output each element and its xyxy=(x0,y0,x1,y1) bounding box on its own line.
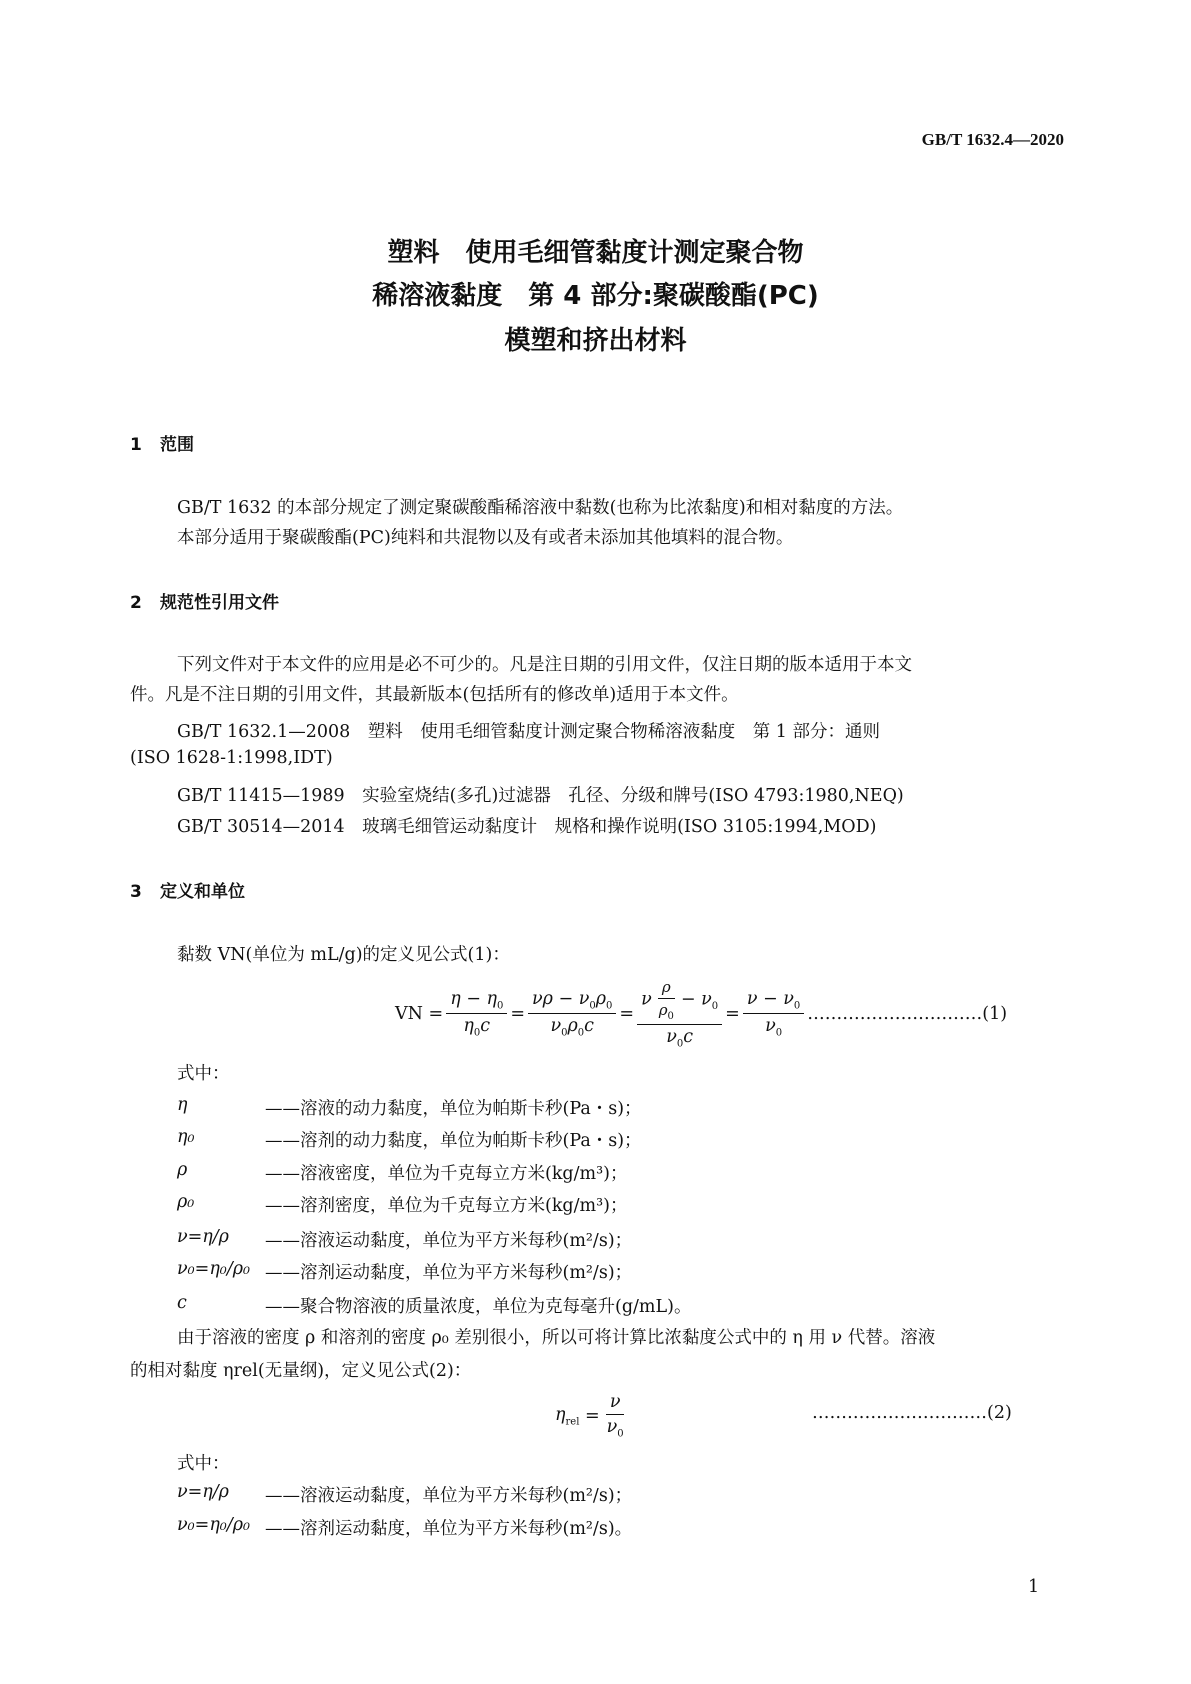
reference-item-cont: (ISO 1628-1:1998,IDT) xyxy=(130,748,333,768)
title-line-3: 模塑和挤出材料 xyxy=(504,326,687,356)
symbol-definition: ——溶液运动黏度，单位为平方米每秒(m²/s)； xyxy=(265,1231,633,1251)
title-line-2: 稀溶液黏度 第 4 部分:聚碳酸酯(PC) xyxy=(372,281,819,311)
section-heading-1: 1 范围 xyxy=(130,435,194,455)
where-label: 式中： xyxy=(177,1454,230,1474)
paragraph: 由于溶液的密度 ρ 和溶剂的密度 ρ₀ 差别很小，所以可将计算比浓黏度公式中的 η 用 ν 代替。溶液 xyxy=(177,1328,936,1348)
paragraph: 黏数 VN(单位为 mL/g)的定义见公式(1)： xyxy=(177,945,510,965)
page-number: 1 xyxy=(1028,1577,1040,1597)
paragraph: 本部分适用于聚碳酸酯(PC)纯料和共混物以及有或者未添加其他填料的混合物。 xyxy=(177,528,794,548)
symbol: ν=η/ρ xyxy=(177,1482,229,1502)
symbol-definition: ——溶剂的动力黏度，单位为帕斯卡秒(Pa・s)； xyxy=(265,1131,642,1151)
symbol-definition: ——溶剂运动黏度，单位为平方米每秒(m²/s)。 xyxy=(265,1519,633,1539)
symbol: ρ₀ xyxy=(177,1192,195,1212)
reference-item: GB/T 30514—2014 玻璃毛细管运动黏度计 规格和操作说明(ISO 3105:1994,MOD) xyxy=(177,817,877,837)
standard-number: GB/T 1632.4—2020 xyxy=(921,130,1064,149)
symbol-definition: ——溶剂运动黏度，单位为平方米每秒(m²/s)； xyxy=(265,1263,633,1283)
paragraph: 件。凡是不注日期的引用文件，其最新版本(包括所有的修改单)适用于本文件。 xyxy=(130,685,739,705)
symbol: c xyxy=(177,1293,187,1313)
symbol: ρ xyxy=(177,1160,188,1180)
paragraph: 下列文件对于本文件的应用是必不可少的。凡是注日期的引用文件，仅注日期的版本适用于本文 xyxy=(177,655,912,675)
symbol: η xyxy=(177,1095,188,1115)
symbol-definition: ——聚合物溶液的质量浓度，单位为克每毫升(g/mL)。 xyxy=(265,1297,692,1317)
paragraph: GB/T 1632 的本部分规定了测定聚碳酸酯稀溶液中黏数(也称为比浓黏度)和相对黏度的方法。 xyxy=(177,498,904,518)
equation-2-number: …………………………(2) xyxy=(812,1403,1012,1423)
symbol: ν=η/ρ xyxy=(177,1227,229,1247)
symbol: ν₀=η₀/ρ₀ xyxy=(177,1259,251,1279)
equation-2: $\eta_{rel}$ = $\frac{\nu}{\nu_0}$ xyxy=(555,1392,624,1440)
title-line-1: 塑料 使用毛细管黏度计测定聚合物 xyxy=(387,238,804,268)
symbol-definition: ——溶液的动力黏度，单位为帕斯卡秒(Pa・s)； xyxy=(265,1099,642,1119)
symbol: η₀ xyxy=(177,1127,195,1147)
where-label: 式中： xyxy=(177,1064,230,1084)
reference-item: GB/T 11415—1989 实验室烧结(多孔)过滤器 孔径、分级和牌号(ISO 4793:1980,NEQ) xyxy=(177,786,904,806)
symbol-definition: ——溶剂密度，单位为千克每立方米(kg/m³)； xyxy=(265,1196,628,1216)
symbol-definition: ——溶液密度，单位为千克每立方米(kg/m³)； xyxy=(265,1164,628,1184)
section-heading-3: 3 定义和单位 xyxy=(130,882,245,902)
reference-item: GB/T 1632.1—2008 塑料 使用毛细管黏度计测定聚合物稀溶液黏度 第 1 部分：通则 xyxy=(177,722,880,742)
symbol-definition: ——溶液运动黏度，单位为平方米每秒(m²/s)； xyxy=(265,1486,633,1506)
section-heading-2: 2 规范性引用文件 xyxy=(130,593,279,613)
symbol: ν₀=η₀/ρ₀ xyxy=(177,1515,251,1535)
equation-1: VN = $\frac{\eta - \eta_0}{\eta_0c}$ = $\frac{\nu\rho - \nu_0\rho_0}{\nu_0\rho_0c}$ = ν $\frac{\rho}{\rho_0}$ − $\nu_0$ $\nu_0c$ = $\frac{\nu - \nu_0}{\nu_0}$ ………………………… (1) xyxy=(395,978,1008,1050)
paragraph: 的相对黏度 ηrel(无量纲)，定义见公式(2)： xyxy=(130,1361,472,1381)
